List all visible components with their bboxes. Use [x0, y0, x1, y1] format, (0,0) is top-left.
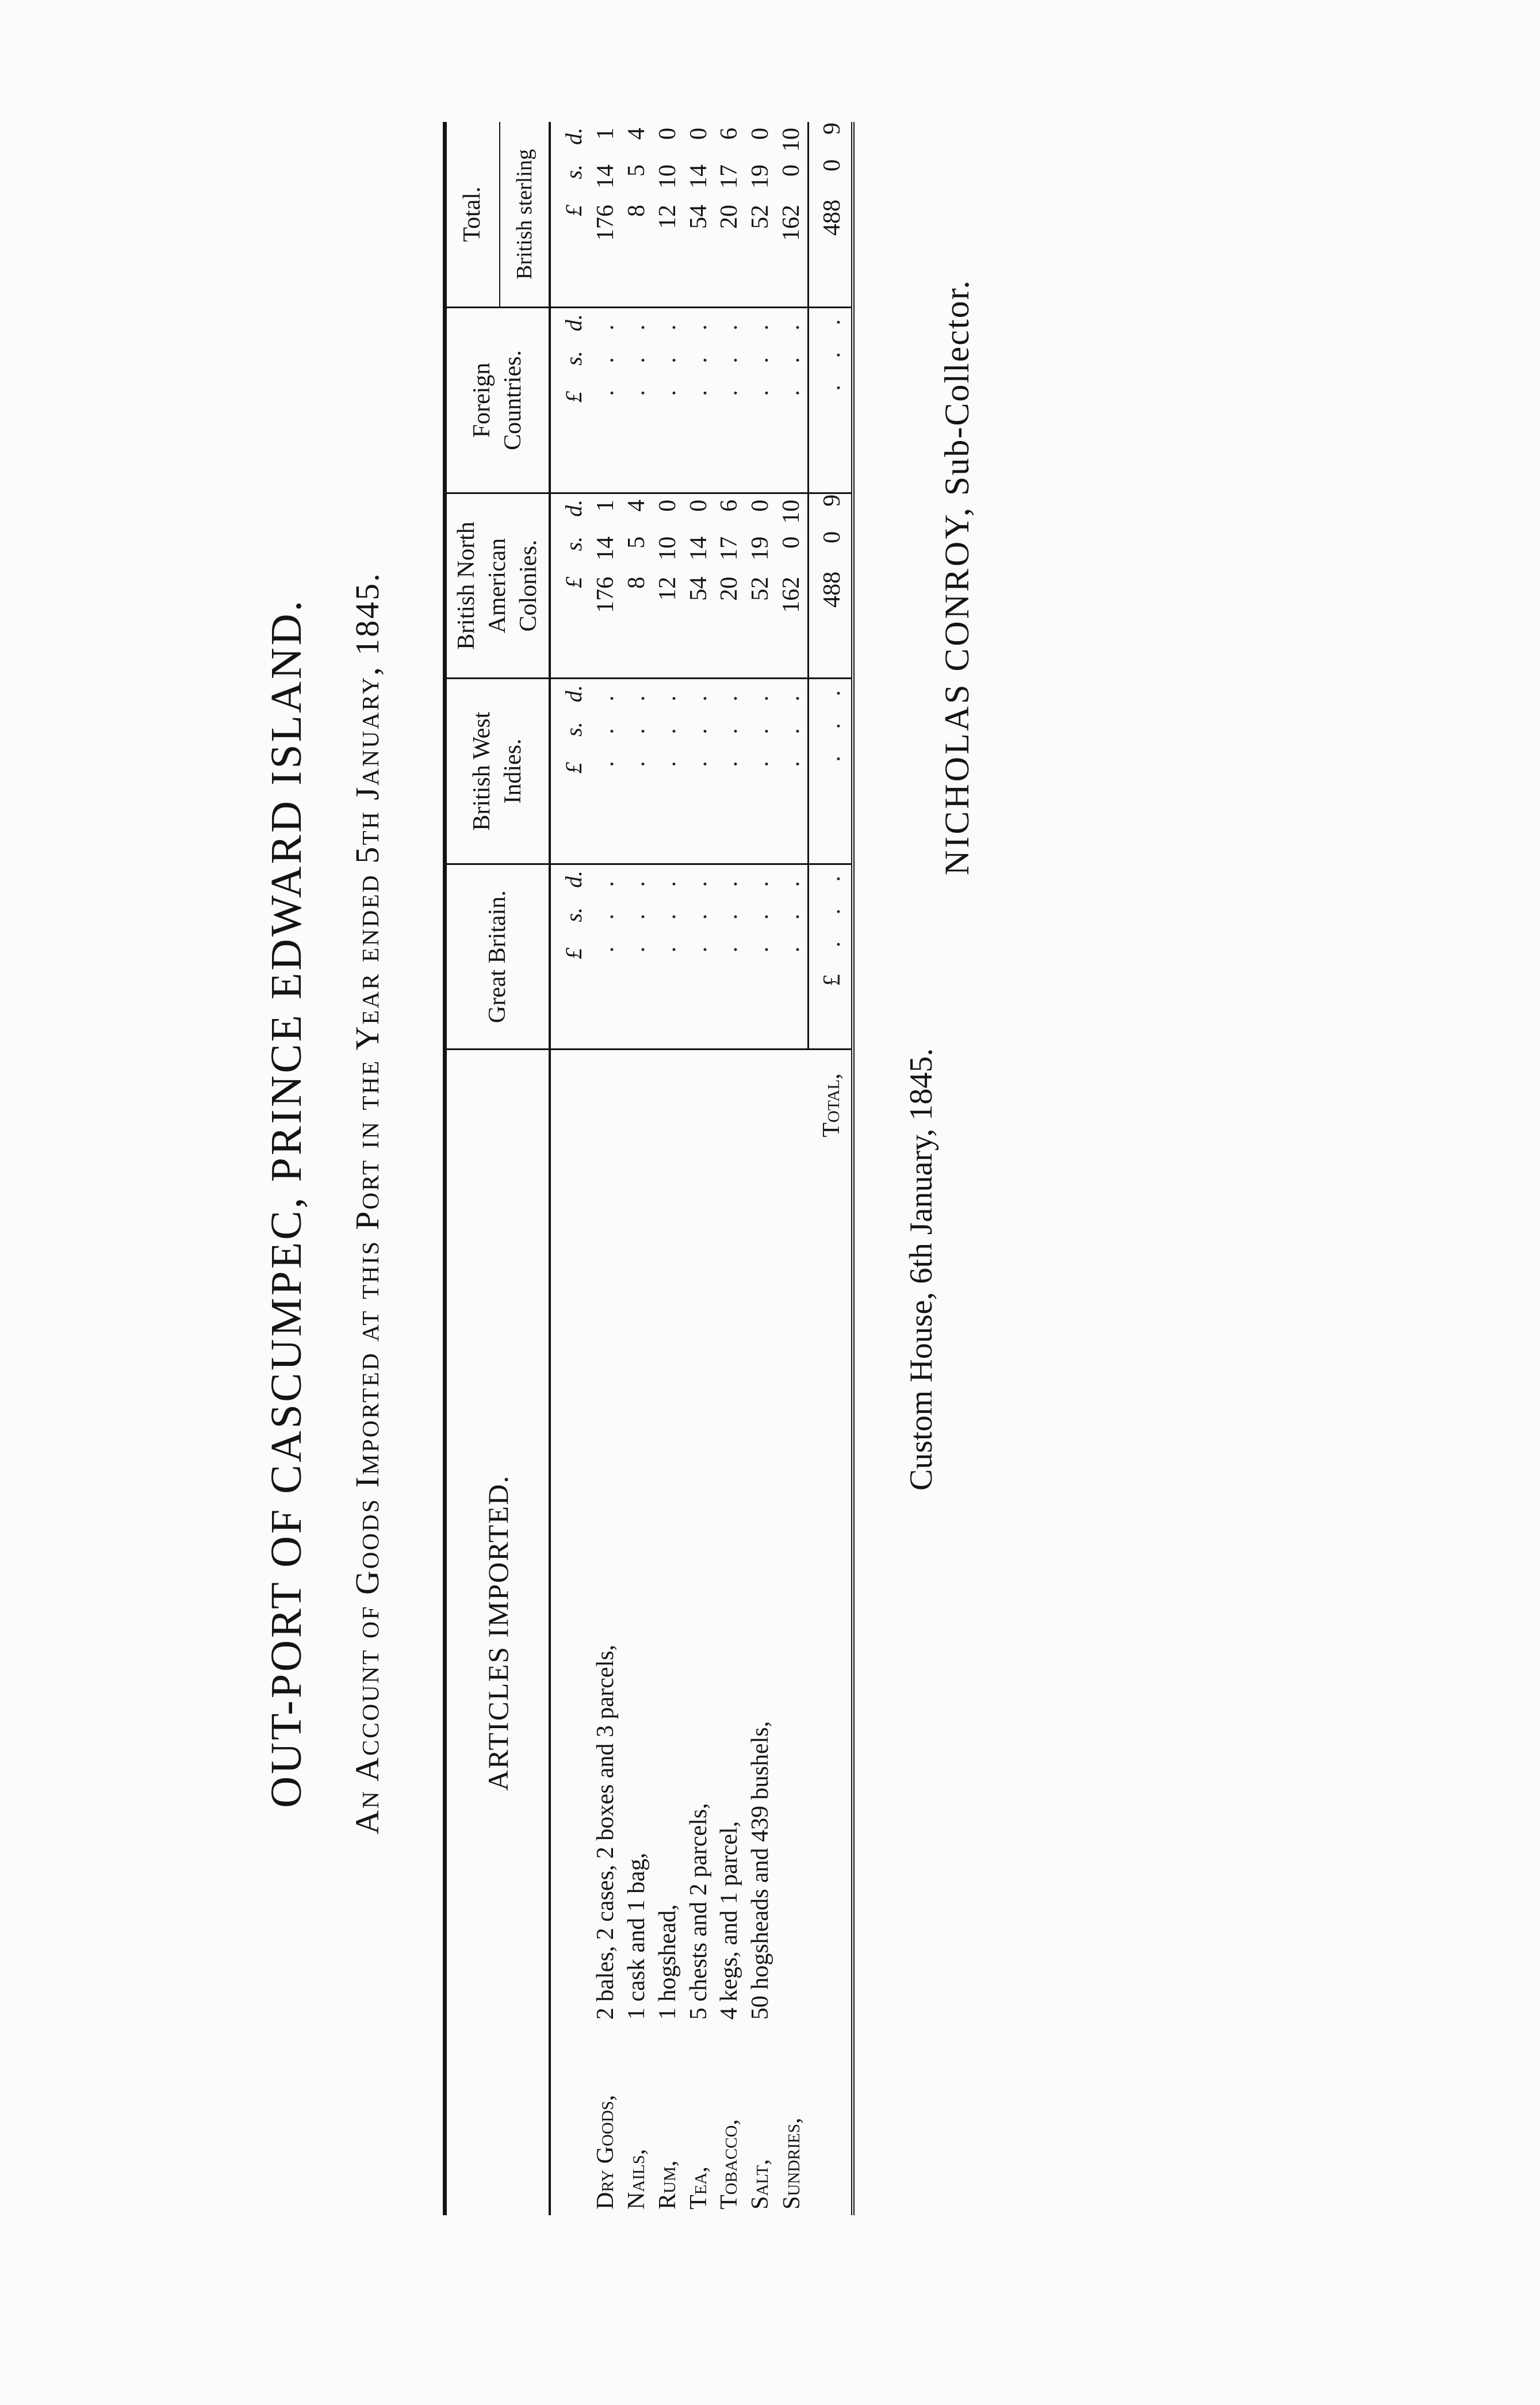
article-cell	[714, 1050, 745, 2215]
empty-marker: . . .	[716, 870, 743, 953]
north-american-value	[591, 493, 622, 679]
amount-pounds: 8	[623, 576, 650, 589]
unit-pence: d.	[561, 685, 587, 703]
amount-pounds: 52	[747, 576, 774, 601]
amount-pounds: 12	[654, 205, 681, 229]
empty-marker: . . .	[747, 314, 774, 396]
amount-shillings: 5	[623, 164, 650, 177]
amount-pounds: 176	[592, 205, 619, 241]
great-britain-total	[808, 864, 853, 1050]
table-row	[653, 122, 684, 2215]
foreign-value	[653, 308, 684, 493]
amount-pounds: 488	[818, 571, 845, 608]
empty-marker: . . .	[623, 314, 650, 396]
grand-total	[808, 122, 853, 308]
west-indies-value	[622, 679, 653, 864]
empty-marker: . . .	[818, 309, 845, 391]
amount-shillings: 10	[654, 164, 681, 189]
unit-shillings: s.	[561, 351, 587, 366]
amount-pence: 0	[685, 499, 712, 512]
west-indies-value	[684, 679, 715, 864]
amount-pounds: 20	[716, 576, 743, 601]
custom-house-date: Custom House, 6th January, 1845.	[903, 1048, 939, 1491]
amount-pounds: 8	[623, 205, 650, 217]
empty-marker: . . .	[777, 314, 805, 396]
article-name: Nails,	[623, 2149, 650, 2209]
empty-marker: . . .	[685, 685, 712, 767]
amount-pence: 10	[777, 499, 805, 524]
amount-shillings: 19	[747, 536, 774, 561]
article-description: 50 hogsheads and 439 bushels,	[747, 1721, 774, 2020]
table-row	[591, 122, 622, 2215]
unit-pence: d.	[561, 128, 587, 145]
foreign-value	[622, 308, 653, 493]
unit-pounds: £	[561, 762, 587, 774]
page-subtitle: An Account of Goods Imported at this Port in the Year ended 5th January, 1845.	[348, 572, 386, 1835]
article-cell	[684, 1050, 715, 2215]
units-great-britain	[551, 864, 591, 1050]
great-britain-value	[776, 864, 808, 1050]
article-name: Rum,	[654, 2160, 681, 2209]
empty-marker: . . .	[592, 685, 619, 767]
north-american-value	[653, 493, 684, 679]
north-american-value	[745, 493, 776, 679]
west-indies-value	[714, 679, 745, 864]
foreign-countries-header: Foreign Countries.	[447, 308, 550, 493]
table-row	[622, 122, 653, 2215]
amount-shillings: 5	[623, 536, 650, 549]
article-name: Tea,	[685, 2166, 712, 2209]
unit-pounds: £	[561, 576, 587, 588]
amount-pence: 10	[777, 128, 805, 152]
article-description: 4 kegs, and 1 parcel,	[716, 1821, 743, 2020]
article-name: Salt,	[747, 2159, 774, 2209]
west-indies-value	[745, 679, 776, 864]
article-cell	[776, 1050, 808, 2215]
total-value	[653, 122, 684, 308]
amount-pence: 9	[818, 494, 845, 507]
empty-marker: . . .	[747, 870, 774, 953]
amount-shillings: 19	[747, 164, 774, 189]
total-value	[776, 122, 808, 308]
amount-shillings: 0	[777, 536, 805, 549]
north-american-header: British North American Colonies.	[447, 493, 550, 679]
amount-pounds: 162	[777, 205, 805, 241]
empty-marker: . . .	[685, 314, 712, 396]
west-indies-value	[591, 679, 622, 864]
great-britain-total-marker: £ . . .	[818, 865, 845, 986]
empty-marker: . . .	[623, 870, 650, 953]
empty-marker: . . .	[685, 870, 712, 953]
articles-header: ARTICLES IMPORTED.	[481, 1475, 514, 1791]
amount-shillings: 17	[716, 536, 743, 561]
amount-pence: 0	[747, 499, 774, 512]
article-name: Tobacco,	[716, 2119, 743, 2209]
empty-marker: . . .	[716, 314, 743, 396]
amount-pounds: 52	[747, 205, 774, 229]
article-cell	[591, 1050, 622, 2215]
foreign-value	[714, 308, 745, 493]
empty-marker: . . .	[592, 314, 619, 396]
table-row	[684, 122, 715, 2215]
empty-marker: . . .	[592, 870, 619, 953]
empty-marker: . . .	[818, 680, 845, 762]
units-total	[551, 122, 591, 308]
amount-shillings: 0	[818, 159, 845, 171]
article-description: 1 hogshead,	[654, 1904, 681, 2020]
amount-pence: 0	[654, 499, 681, 512]
total-row	[808, 122, 853, 2215]
north-american-value	[684, 493, 715, 679]
empty-marker: . . .	[654, 685, 681, 767]
amount-pounds: 12	[654, 576, 681, 601]
foreign-value	[591, 308, 622, 493]
article-cell	[745, 1050, 776, 2215]
header-row	[447, 122, 500, 2215]
amount-pence: 9	[818, 122, 845, 135]
units-north-american	[551, 493, 591, 679]
foreign-value	[684, 308, 715, 493]
unit-pounds: £	[561, 947, 587, 959]
total-value	[622, 122, 653, 308]
west-indies-header: British West Indies.	[447, 679, 550, 864]
table-row	[745, 122, 776, 2215]
amount-pence: 1	[592, 128, 619, 140]
west-indies-total	[808, 679, 853, 864]
amount-shillings: 0	[777, 164, 805, 177]
units-west-indies	[551, 679, 591, 864]
amount-shillings: 0	[818, 531, 845, 543]
foreign-total	[808, 308, 853, 493]
article-cell	[622, 1050, 653, 2215]
total-subheader: British sterling	[500, 122, 550, 308]
great-britain-value	[745, 864, 776, 1050]
units-row	[551, 122, 591, 2215]
amount-pence: 6	[716, 128, 743, 140]
foreign-value	[776, 308, 808, 493]
amount-pounds: 162	[777, 576, 805, 613]
article-description: 5 chests and 2 parcels,	[685, 1803, 712, 2020]
north-american-value	[776, 493, 808, 679]
unit-pence: d.	[561, 499, 587, 517]
total-value	[714, 122, 745, 308]
north-american-total	[808, 493, 853, 679]
imports-table	[443, 122, 855, 2215]
amount-pence: 4	[623, 499, 650, 512]
empty-marker: . . .	[654, 870, 681, 953]
amount-pounds: 54	[685, 576, 712, 601]
amount-pounds: 176	[592, 576, 619, 613]
amount-pounds: 20	[716, 205, 743, 229]
amount-shillings: 17	[716, 164, 743, 189]
unit-pounds: £	[561, 391, 587, 403]
amount-pounds: 488	[818, 200, 845, 236]
unit-shillings: s.	[561, 164, 587, 179]
empty-marker: . . .	[777, 870, 805, 953]
total-value	[591, 122, 622, 308]
article-name: Dry Goods,	[592, 2094, 619, 2209]
north-american-value	[622, 493, 653, 679]
amount-shillings: 14	[685, 164, 712, 189]
unit-pounds: £	[561, 205, 587, 216]
west-indies-value	[776, 679, 808, 864]
page-title: OUT-PORT OF CASCUMPEC, PRINCE EDWARD ISLAND.	[262, 598, 311, 1808]
great-britain-header: Great Britain.	[447, 864, 550, 1050]
unit-pence: d.	[561, 314, 587, 332]
article-description: 1 cask and 1 bag,	[623, 1852, 650, 2020]
unit-shillings: s.	[561, 907, 587, 922]
unit-shillings: s.	[561, 536, 587, 552]
great-britain-value	[684, 864, 715, 1050]
article-cell	[653, 1050, 684, 2215]
signature-block	[937, 279, 977, 875]
amount-pence: 4	[623, 128, 650, 140]
signatory-role: Sub-Collector.	[938, 279, 976, 496]
amount-pence: 0	[747, 128, 774, 140]
unit-pence: d.	[561, 870, 587, 888]
article-name: Sundries,	[778, 2117, 805, 2209]
signatory-name: NICHOLAS CONROY,	[938, 505, 976, 875]
units-foreign	[551, 308, 591, 493]
total-value	[745, 122, 776, 308]
foreign-value	[745, 308, 776, 493]
empty-marker: . . .	[716, 685, 743, 767]
amount-shillings: 14	[592, 164, 619, 189]
amount-shillings: 14	[592, 536, 619, 561]
empty-marker: . . .	[654, 314, 681, 396]
table-row	[714, 122, 745, 2215]
empty-marker: . . .	[623, 685, 650, 767]
amount-pounds: 54	[685, 205, 712, 229]
great-britain-value	[714, 864, 745, 1050]
amount-pence: 6	[716, 499, 743, 512]
amount-pence: 0	[685, 128, 712, 140]
north-american-value	[714, 493, 745, 679]
amount-pence: 0	[654, 128, 681, 140]
total-label: Total,	[818, 1073, 845, 1138]
great-britain-value	[591, 864, 622, 1050]
total-value	[684, 122, 715, 308]
amount-shillings: 10	[654, 536, 681, 561]
amount-shillings: 14	[685, 536, 712, 561]
amount-pence: 1	[592, 499, 619, 512]
great-britain-value	[622, 864, 653, 1050]
west-indies-value	[653, 679, 684, 864]
article-description: 2 bales, 2 cases, 2 boxes and 3 parcels,	[592, 1645, 619, 2020]
empty-marker: . . .	[777, 685, 805, 767]
great-britain-value	[653, 864, 684, 1050]
unit-shillings: s.	[561, 722, 587, 737]
empty-marker: . . .	[747, 685, 774, 767]
table-row	[776, 122, 808, 2215]
total-header: Total.	[447, 122, 500, 308]
